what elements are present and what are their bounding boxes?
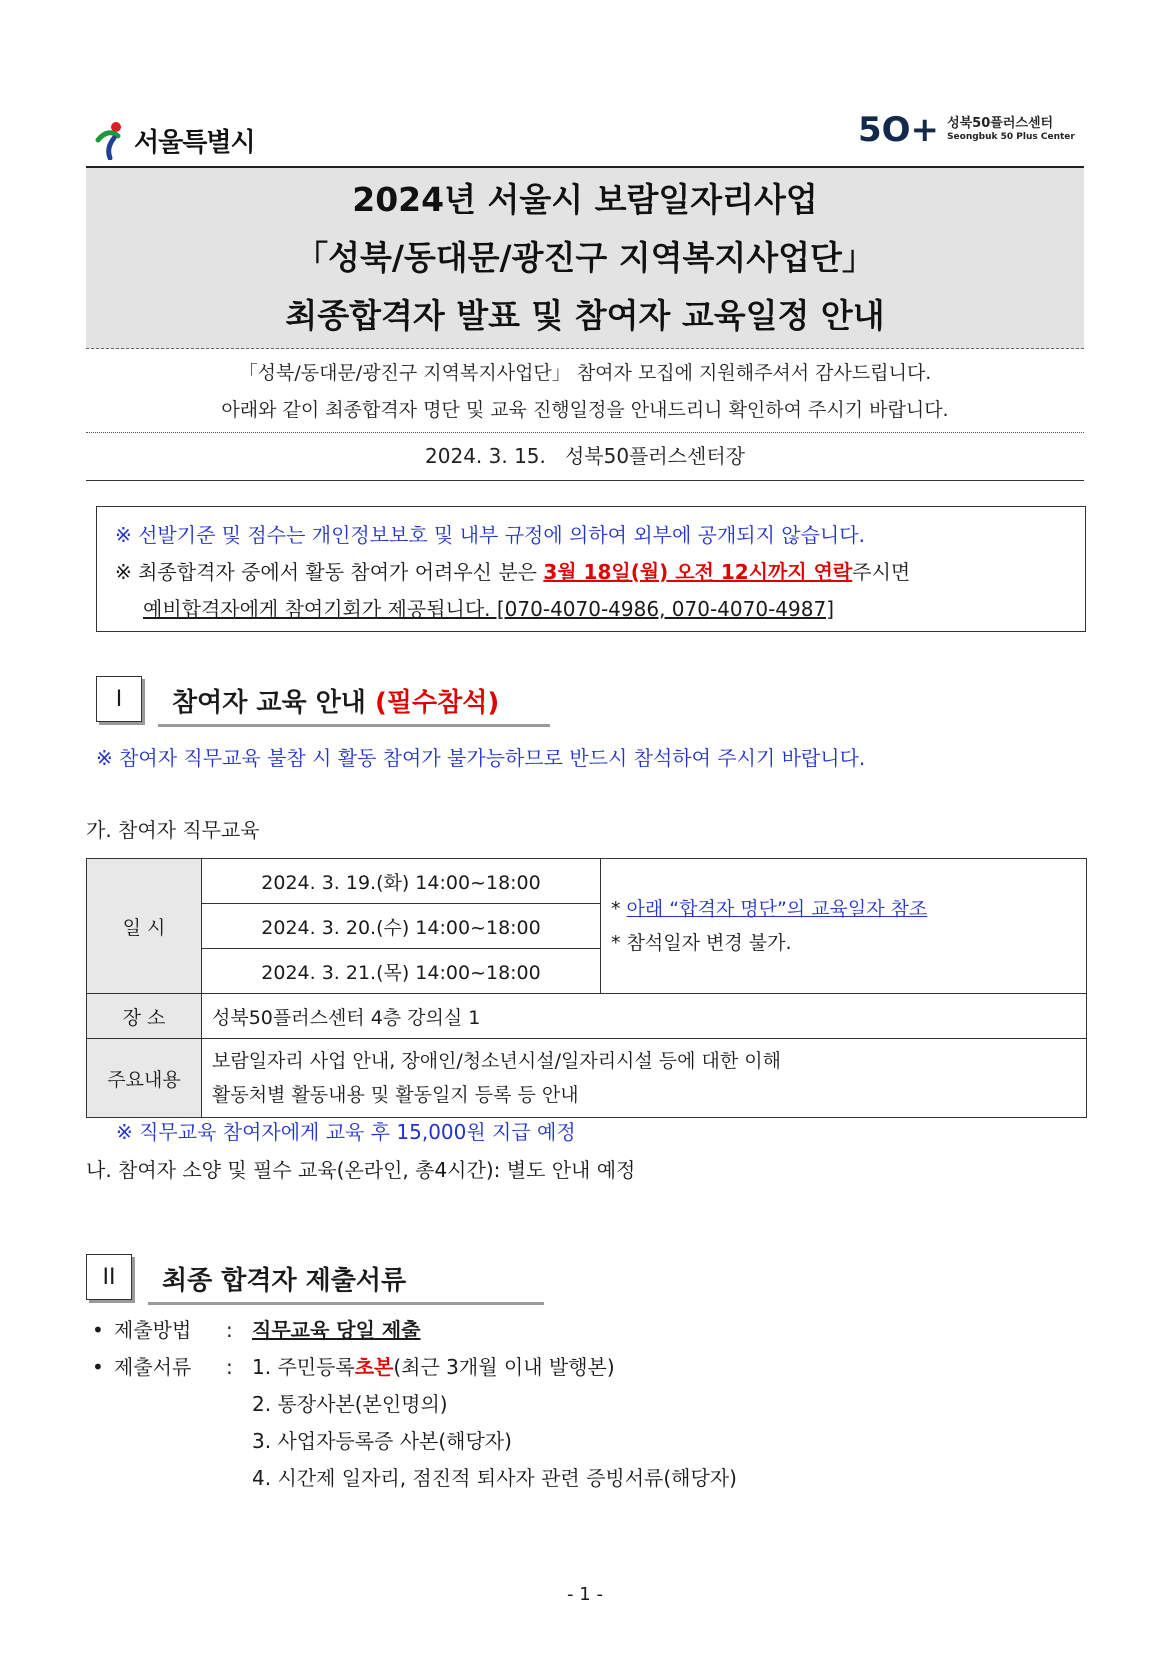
colon: : [226,1318,233,1342]
sub-heading-b: 나. 참여자 소양 및 필수 교육(온라인, 총4시간): 별도 안내 예정 [86,1158,636,1182]
list-item [92,1349,737,1386]
divider [86,480,1084,481]
notice-box [96,506,1086,632]
notice-line-3 [115,591,1067,628]
seoul-logo [94,118,255,162]
ref-line-2: * 참석일자 변경 불가. [611,932,792,954]
section-1-title-text: 참여자 교육 안내 [172,688,375,718]
bullet: • [92,1355,104,1379]
label-content: 주요내용 [87,1039,202,1118]
title-line-1: 2024년 서울시 보람일자리사업 [352,180,818,219]
section-1-title [172,682,499,719]
title-line-2: 「성북/동대문/광진구 지역복지사업단」 [295,238,875,277]
seoul-logo-text: 서울특별시 [134,127,255,158]
seoul-symbol-icon [94,120,130,160]
ref-line-1 [611,892,1076,926]
training-schedule-table [86,858,1087,1118]
intro-line-1: 「성북/동대문/광진구 지역복지사업단」 참여자 모집에 지원해주셔서 감사드립니다. [238,362,932,384]
doc-1-detail: (최근 3개월 이내 발행본) [393,1355,615,1379]
content-line-1: 보람일자리 사업 안내, 장애인/청소년시설/일자리시설 등에 대한 이해 [212,1050,781,1072]
title-box [86,166,1084,349]
date-3: 2024. 3. 21.(목) 14:00~18:00 [202,949,601,994]
date-2: 2024. 3. 20.(수) 14:00~18:00 [202,904,601,949]
ref-star: * [611,898,627,920]
section-1-note: ※ 참여자 직무교육 불참 시 활동 참여가 불가능하므로 반드시 참석하여 주시기 바랍니다. [96,746,866,770]
table-row [87,859,1087,904]
issue-line [86,440,1084,469]
center-logo-mark: 5O+ [858,110,940,150]
doc-4: 4. 시간제 일자리, 점진적 퇴사자 관련 증빙서류(해당자) [252,1466,737,1490]
list-item [92,1386,737,1423]
section-1-number: I [96,676,142,722]
table-row [87,1039,1087,1118]
colon: : [226,1355,233,1379]
roster-reference: 아래 “합격자 명단”의 교육일자 참조 [626,898,928,920]
list-item [92,1423,737,1460]
contact-deadline: 3월 18일(월) 오전 12시까지 연락 [543,560,853,584]
center-logo-name: 성북50플러스센터 [947,116,1054,132]
label-place: 장 소 [87,994,202,1039]
label-date: 일 시 [87,859,202,994]
center-logo-en: Seongbuk 50 Plus Center [947,132,1075,143]
submission-list [92,1312,737,1497]
date-reference [601,859,1087,994]
notice-line-2 [115,554,1067,591]
section-2-underline [148,1302,544,1305]
notice-line-3-text: 예비합격자에게 참여기회가 제공됩니다. [070-4070-4986, 070-4070-4987] [143,597,834,621]
page-number: - 1 - [567,1584,603,1605]
title-line-3: 최종합격자 발표 및 참여자 교육일정 안내 [285,296,885,335]
center-logo [858,108,1075,152]
table-row [87,994,1087,1039]
section-2-number: II [86,1254,132,1300]
place-value: 성북50플러스센터 4층 강의실 1 [202,994,1087,1039]
divider [86,432,1084,433]
content-value [202,1039,1087,1118]
doc-1 [252,1349,615,1386]
section-1-required: (필수참석) [374,688,500,718]
issuer: 성북50플러스센터장 [564,444,745,468]
section-1-underline [158,724,550,727]
notice-line-1: ※ 선발기준 및 점수는 개인정보보호 및 내부 규정에 의하여 외부에 공개되지 않습니다. [115,523,865,547]
date-1: 2024. 3. 19.(화) 14:00~18:00 [202,859,601,904]
method-value: 직무교육 당일 제출 [252,1318,421,1342]
bullet: • [92,1318,104,1342]
notice-line-2-text: ※ 최종합격자 중에서 활동 참여가 어려우신 분은 [115,560,544,584]
docs-key: 제출서류 [114,1355,192,1379]
notice-line-2-end: 주시면 [852,560,911,584]
issue-date: 2024. 3. 15. [425,444,546,468]
doc-3: 3. 사업자등록증 사본(해당자) [252,1429,512,1453]
content-line-2: 활동처별 활동내용 및 활동일지 등록 등 안내 [212,1084,579,1106]
sub-heading-a: 가. 참여자 직무교육 [86,818,260,842]
intro-line-2: 아래와 같이 최종합격자 명단 및 교육 진행일정을 안내드리니 확인하여 주시기 바랍니다. [221,399,949,421]
list-item [92,1460,737,1497]
doc-1-emphasis: 초본 [354,1355,394,1379]
section-2-title: 최종 합격자 제출서류 [162,1266,407,1296]
method-key: 제출방법 [114,1318,192,1342]
doc-1-text: 1. 주민등록 [252,1355,355,1379]
pay-note: ※ 직무교육 참여자에게 교육 후 15,000원 지급 예정 [116,1120,576,1144]
doc-2: 2. 통장사본(본인명의) [252,1392,448,1416]
list-item [92,1312,737,1349]
